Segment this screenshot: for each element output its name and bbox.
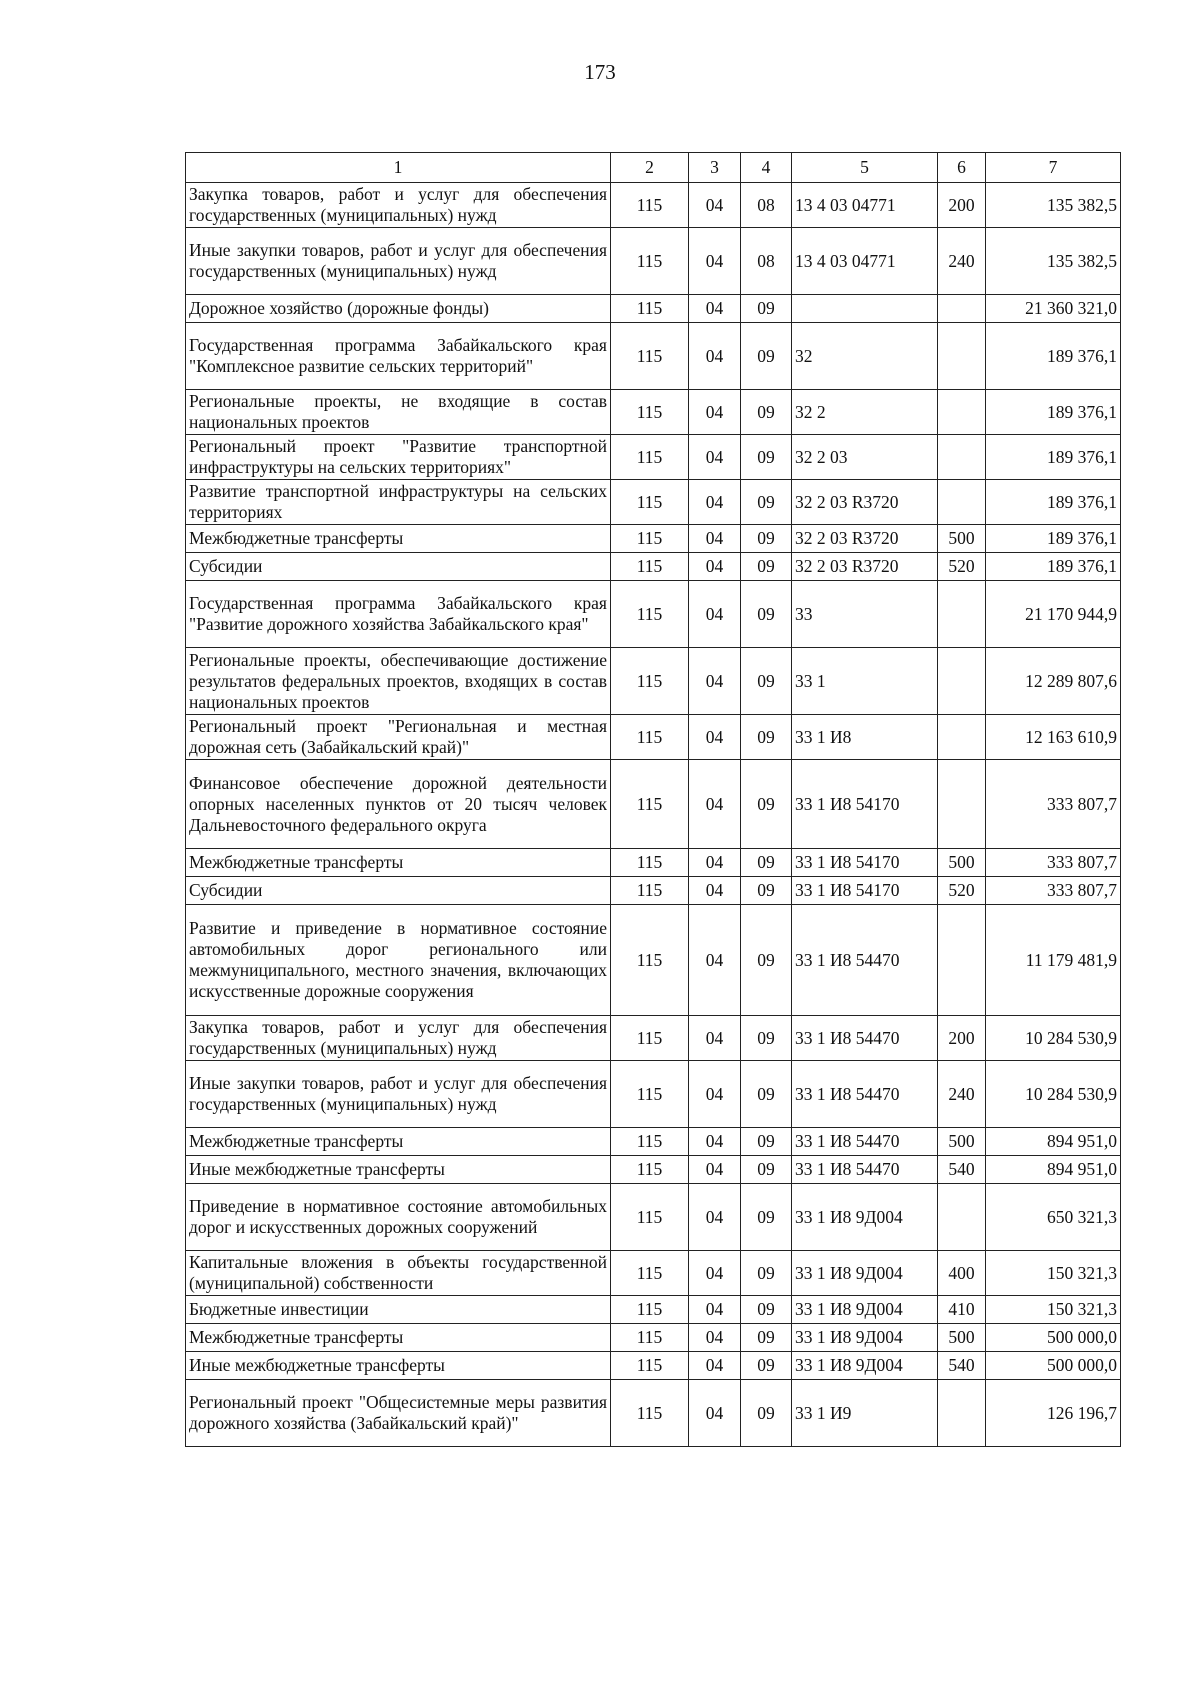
cell-subsection: 09 (741, 390, 792, 435)
cell-expense-type: 540 (938, 1352, 986, 1380)
cell-section: 04 (689, 553, 741, 581)
cell-target-article: 32 2 03 (792, 435, 938, 480)
cell-admin-code: 115 (611, 760, 689, 849)
cell-expense-type: 540 (938, 1156, 986, 1184)
cell-amount: 135 382,5 (986, 228, 1121, 295)
cell-name: Региональный проект "Общесистемные меры развития дорожного хозяйства (Забайкальский край)" (186, 1380, 611, 1447)
cell-amount: 11 179 481,9 (986, 905, 1121, 1016)
cell-subsection: 09 (741, 1156, 792, 1184)
cell-expense-type: 500 (938, 1324, 986, 1352)
cell-amount: 10 284 530,9 (986, 1016, 1121, 1061)
cell-target-article: 33 1 И8 9Д004 (792, 1251, 938, 1296)
cell-name: Капитальные вложения в объекты государственной (муниципальной) собственности (186, 1251, 611, 1296)
cell-section: 04 (689, 295, 741, 323)
cell-section: 04 (689, 648, 741, 715)
cell-target-article: 33 1 И8 54170 (792, 760, 938, 849)
cell-amount: 500 000,0 (986, 1324, 1121, 1352)
cell-target-article: 33 (792, 581, 938, 648)
cell-name: Иные межбюджетные трансферты (186, 1352, 611, 1380)
cell-section: 04 (689, 1156, 741, 1184)
cell-amount: 189 376,1 (986, 435, 1121, 480)
cell-subsection: 09 (741, 435, 792, 480)
cell-subsection: 09 (741, 553, 792, 581)
cell-name: Межбюджетные трансферты (186, 1128, 611, 1156)
header-col-4: 4 (741, 153, 792, 183)
cell-amount: 894 951,0 (986, 1156, 1121, 1184)
cell-subsection: 09 (741, 1352, 792, 1380)
cell-admin-code: 115 (611, 323, 689, 390)
cell-admin-code: 115 (611, 183, 689, 228)
cell-expense-type (938, 323, 986, 390)
cell-admin-code: 115 (611, 1324, 689, 1352)
cell-name: Субсидии (186, 877, 611, 905)
cell-name: Государственная программа Забайкальского края "Комплексное развитие сельских территорий" (186, 323, 611, 390)
cell-admin-code: 115 (611, 905, 689, 1016)
cell-section: 04 (689, 435, 741, 480)
cell-section: 04 (689, 1352, 741, 1380)
cell-section: 04 (689, 1380, 741, 1447)
cell-target-article: 33 1 И8 54470 (792, 1156, 938, 1184)
cell-expense-type: 200 (938, 183, 986, 228)
cell-amount: 10 284 530,9 (986, 1061, 1121, 1128)
cell-target-article: 33 1 И9 (792, 1380, 938, 1447)
cell-expense-type: 200 (938, 1016, 986, 1061)
cell-target-article: 33 1 И8 (792, 715, 938, 760)
cell-name: Бюджетные инвестиции (186, 1296, 611, 1324)
cell-admin-code: 115 (611, 1184, 689, 1251)
cell-expense-type: 500 (938, 849, 986, 877)
cell-section: 04 (689, 525, 741, 553)
cell-expense-type (938, 480, 986, 525)
cell-name: Финансовое обеспечение дорожной деятельности опорных населенных пунктов от 20 тысяч человек Дальневосточного федерального округа (186, 760, 611, 849)
cell-amount: 150 321,3 (986, 1296, 1121, 1324)
cell-subsection: 09 (741, 1128, 792, 1156)
cell-amount: 12 289 807,6 (986, 648, 1121, 715)
cell-amount: 21 360 321,0 (986, 295, 1121, 323)
cell-amount: 21 170 944,9 (986, 581, 1121, 648)
cell-admin-code: 115 (611, 1380, 689, 1447)
cell-expense-type (938, 1184, 986, 1251)
cell-section: 04 (689, 228, 741, 295)
table-row (186, 525, 1121, 553)
cell-target-article: 13 4 03 04771 (792, 183, 938, 228)
cell-subsection: 08 (741, 183, 792, 228)
cell-target-article: 33 1 И8 9Д004 (792, 1352, 938, 1380)
cell-amount: 333 807,7 (986, 877, 1121, 905)
cell-name: Межбюджетные трансферты (186, 525, 611, 553)
header-col-6: 6 (938, 153, 986, 183)
budget-table (185, 152, 1121, 1447)
cell-target-article: 33 1 (792, 648, 938, 715)
cell-expense-type (938, 760, 986, 849)
cell-admin-code: 115 (611, 295, 689, 323)
table-row (186, 849, 1121, 877)
cell-admin-code: 115 (611, 435, 689, 480)
cell-subsection: 09 (741, 1184, 792, 1251)
cell-subsection: 09 (741, 877, 792, 905)
cell-admin-code: 115 (611, 1061, 689, 1128)
cell-section: 04 (689, 390, 741, 435)
cell-amount: 150 321,3 (986, 1251, 1121, 1296)
cell-section: 04 (689, 877, 741, 905)
cell-subsection: 09 (741, 525, 792, 553)
table-row (186, 877, 1121, 905)
cell-admin-code: 115 (611, 1156, 689, 1184)
table-row (186, 480, 1121, 525)
cell-target-article: 32 (792, 323, 938, 390)
cell-expense-type: 410 (938, 1296, 986, 1324)
cell-section: 04 (689, 849, 741, 877)
cell-amount: 12 163 610,9 (986, 715, 1121, 760)
header-col-2: 2 (611, 153, 689, 183)
cell-name: Межбюджетные трансферты (186, 849, 611, 877)
cell-name: Иные закупки товаров, работ и услуг для обеспечения государственных (муниципальных) нужд (186, 228, 611, 295)
cell-name: Приведение в нормативное состояние автомобильных дорог и искусственных дорожных сооружений (186, 1184, 611, 1251)
table-row (186, 1324, 1121, 1352)
table-row (186, 295, 1121, 323)
cell-expense-type (938, 715, 986, 760)
table-row (186, 183, 1121, 228)
cell-target-article: 13 4 03 04771 (792, 228, 938, 295)
cell-admin-code: 115 (611, 877, 689, 905)
cell-subsection: 09 (741, 648, 792, 715)
cell-target-article: 33 1 И8 54470 (792, 1061, 938, 1128)
cell-admin-code: 115 (611, 1128, 689, 1156)
cell-admin-code: 115 (611, 1352, 689, 1380)
cell-amount: 126 196,7 (986, 1380, 1121, 1447)
cell-name: Региональные проекты, обеспечивающие достижение результатов федеральных проектов, входящих в состав национальных проектов (186, 648, 611, 715)
table-row (186, 1128, 1121, 1156)
cell-section: 04 (689, 1016, 741, 1061)
cell-section: 04 (689, 323, 741, 390)
cell-target-article: 33 1 И8 9Д004 (792, 1324, 938, 1352)
cell-expense-type (938, 581, 986, 648)
cell-subsection: 08 (741, 228, 792, 295)
cell-target-article: 32 2 03 R3720 (792, 525, 938, 553)
cell-section: 04 (689, 480, 741, 525)
table-row (186, 760, 1121, 849)
cell-expense-type (938, 435, 986, 480)
table-row (186, 905, 1121, 1016)
table-row (186, 553, 1121, 581)
cell-target-article: 33 1 И8 9Д004 (792, 1296, 938, 1324)
cell-name: Региональные проекты, не входящие в состав национальных проектов (186, 390, 611, 435)
header-col-1: 1 (186, 153, 611, 183)
cell-section: 04 (689, 1296, 741, 1324)
cell-name: Закупка товаров, работ и услуг для обеспечения государственных (муниципальных) нужд (186, 183, 611, 228)
table-row (186, 323, 1121, 390)
cell-expense-type: 520 (938, 877, 986, 905)
cell-expense-type: 240 (938, 1061, 986, 1128)
cell-amount: 650 321,3 (986, 1184, 1121, 1251)
cell-expense-type: 500 (938, 1128, 986, 1156)
cell-subsection: 09 (741, 1016, 792, 1061)
header-col-5: 5 (792, 153, 938, 183)
cell-name: Региональный проект "Региональная и местная дорожная сеть (Забайкальский край)" (186, 715, 611, 760)
table-row (186, 1016, 1121, 1061)
cell-expense-type (938, 905, 986, 1016)
cell-expense-type: 500 (938, 525, 986, 553)
cell-admin-code: 115 (611, 715, 689, 760)
table-row (186, 1296, 1121, 1324)
cell-admin-code: 115 (611, 1296, 689, 1324)
cell-expense-type (938, 390, 986, 435)
cell-section: 04 (689, 183, 741, 228)
table-row (186, 1156, 1121, 1184)
cell-expense-type (938, 1380, 986, 1447)
cell-section: 04 (689, 905, 741, 1016)
cell-expense-type: 400 (938, 1251, 986, 1296)
cell-name: Государственная программа Забайкальского края "Развитие дорожного хозяйства Забайкальского края" (186, 581, 611, 648)
cell-target-article: 33 1 И8 54470 (792, 1016, 938, 1061)
cell-section: 04 (689, 1128, 741, 1156)
cell-name: Региональный проект "Развитие транспортной инфраструктуры на сельских территориях" (186, 435, 611, 480)
cell-name: Развитие и приведение в нормативное состояние автомобильных дорог регионального или межмуниципального, местного значения, включающих искусственные дорожные сооружения (186, 905, 611, 1016)
cell-name: Иные закупки товаров, работ и услуг для обеспечения государственных (муниципальных) нужд (186, 1061, 611, 1128)
cell-subsection: 09 (741, 849, 792, 877)
cell-admin-code: 115 (611, 1251, 689, 1296)
cell-name: Дорожное хозяйство (дорожные фонды) (186, 295, 611, 323)
cell-subsection: 09 (741, 1251, 792, 1296)
cell-subsection: 09 (741, 715, 792, 760)
cell-section: 04 (689, 760, 741, 849)
cell-section: 04 (689, 1251, 741, 1296)
cell-expense-type: 240 (938, 228, 986, 295)
table-row (186, 390, 1121, 435)
cell-subsection: 09 (741, 581, 792, 648)
table-row (186, 715, 1121, 760)
cell-admin-code: 115 (611, 1016, 689, 1061)
cell-section: 04 (689, 715, 741, 760)
cell-subsection: 09 (741, 1296, 792, 1324)
cell-amount: 189 376,1 (986, 525, 1121, 553)
cell-admin-code: 115 (611, 228, 689, 295)
cell-name: Закупка товаров, работ и услуг для обеспечения государственных (муниципальных) нужд (186, 1016, 611, 1061)
cell-target-article: 32 2 (792, 390, 938, 435)
cell-name: Развитие транспортной инфраструктуры на сельских территориях (186, 480, 611, 525)
cell-name: Иные межбюджетные трансферты (186, 1156, 611, 1184)
cell-target-article: 33 1 И8 9Д004 (792, 1184, 938, 1251)
cell-amount: 135 382,5 (986, 183, 1121, 228)
cell-subsection: 09 (741, 760, 792, 849)
cell-name: Субсидии (186, 553, 611, 581)
cell-subsection: 09 (741, 480, 792, 525)
cell-expense-type (938, 648, 986, 715)
cell-target-article: 33 1 И8 54470 (792, 905, 938, 1016)
cell-admin-code: 115 (611, 553, 689, 581)
cell-admin-code: 115 (611, 849, 689, 877)
cell-name: Межбюджетные трансферты (186, 1324, 611, 1352)
cell-expense-type (938, 295, 986, 323)
cell-target-article: 32 2 03 R3720 (792, 480, 938, 525)
cell-target-article: 33 1 И8 54170 (792, 849, 938, 877)
table-row (186, 1251, 1121, 1296)
header-col-3: 3 (689, 153, 741, 183)
cell-amount: 189 376,1 (986, 390, 1121, 435)
cell-subsection: 09 (741, 323, 792, 390)
cell-subsection: 09 (741, 1324, 792, 1352)
table-row (186, 228, 1121, 295)
cell-admin-code: 115 (611, 525, 689, 553)
table-header-row (186, 153, 1121, 183)
cell-section: 04 (689, 1184, 741, 1251)
cell-admin-code: 115 (611, 648, 689, 715)
cell-admin-code: 115 (611, 581, 689, 648)
table-row (186, 1061, 1121, 1128)
cell-amount: 894 951,0 (986, 1128, 1121, 1156)
cell-amount: 189 376,1 (986, 553, 1121, 581)
page-number: 173 (584, 60, 616, 84)
cell-subsection: 09 (741, 1380, 792, 1447)
cell-section: 04 (689, 1061, 741, 1128)
cell-subsection: 09 (741, 905, 792, 1016)
header-col-7: 7 (986, 153, 1121, 183)
cell-subsection: 09 (741, 295, 792, 323)
table-row (186, 435, 1121, 480)
cell-subsection: 09 (741, 1061, 792, 1128)
cell-target-article (792, 295, 938, 323)
table-row (186, 648, 1121, 715)
cell-admin-code: 115 (611, 390, 689, 435)
table-row (186, 581, 1121, 648)
cell-target-article: 33 1 И8 54470 (792, 1128, 938, 1156)
cell-amount: 500 000,0 (986, 1352, 1121, 1380)
cell-section: 04 (689, 1324, 741, 1352)
cell-admin-code: 115 (611, 480, 689, 525)
table-row (186, 1380, 1121, 1447)
cell-expense-type: 520 (938, 553, 986, 581)
cell-amount: 333 807,7 (986, 849, 1121, 877)
cell-target-article: 33 1 И8 54170 (792, 877, 938, 905)
cell-amount: 333 807,7 (986, 760, 1121, 849)
cell-section: 04 (689, 581, 741, 648)
cell-target-article: 32 2 03 R3720 (792, 553, 938, 581)
table-row (186, 1184, 1121, 1251)
cell-amount: 189 376,1 (986, 480, 1121, 525)
table-row (186, 1352, 1121, 1380)
cell-amount: 189 376,1 (986, 323, 1121, 390)
